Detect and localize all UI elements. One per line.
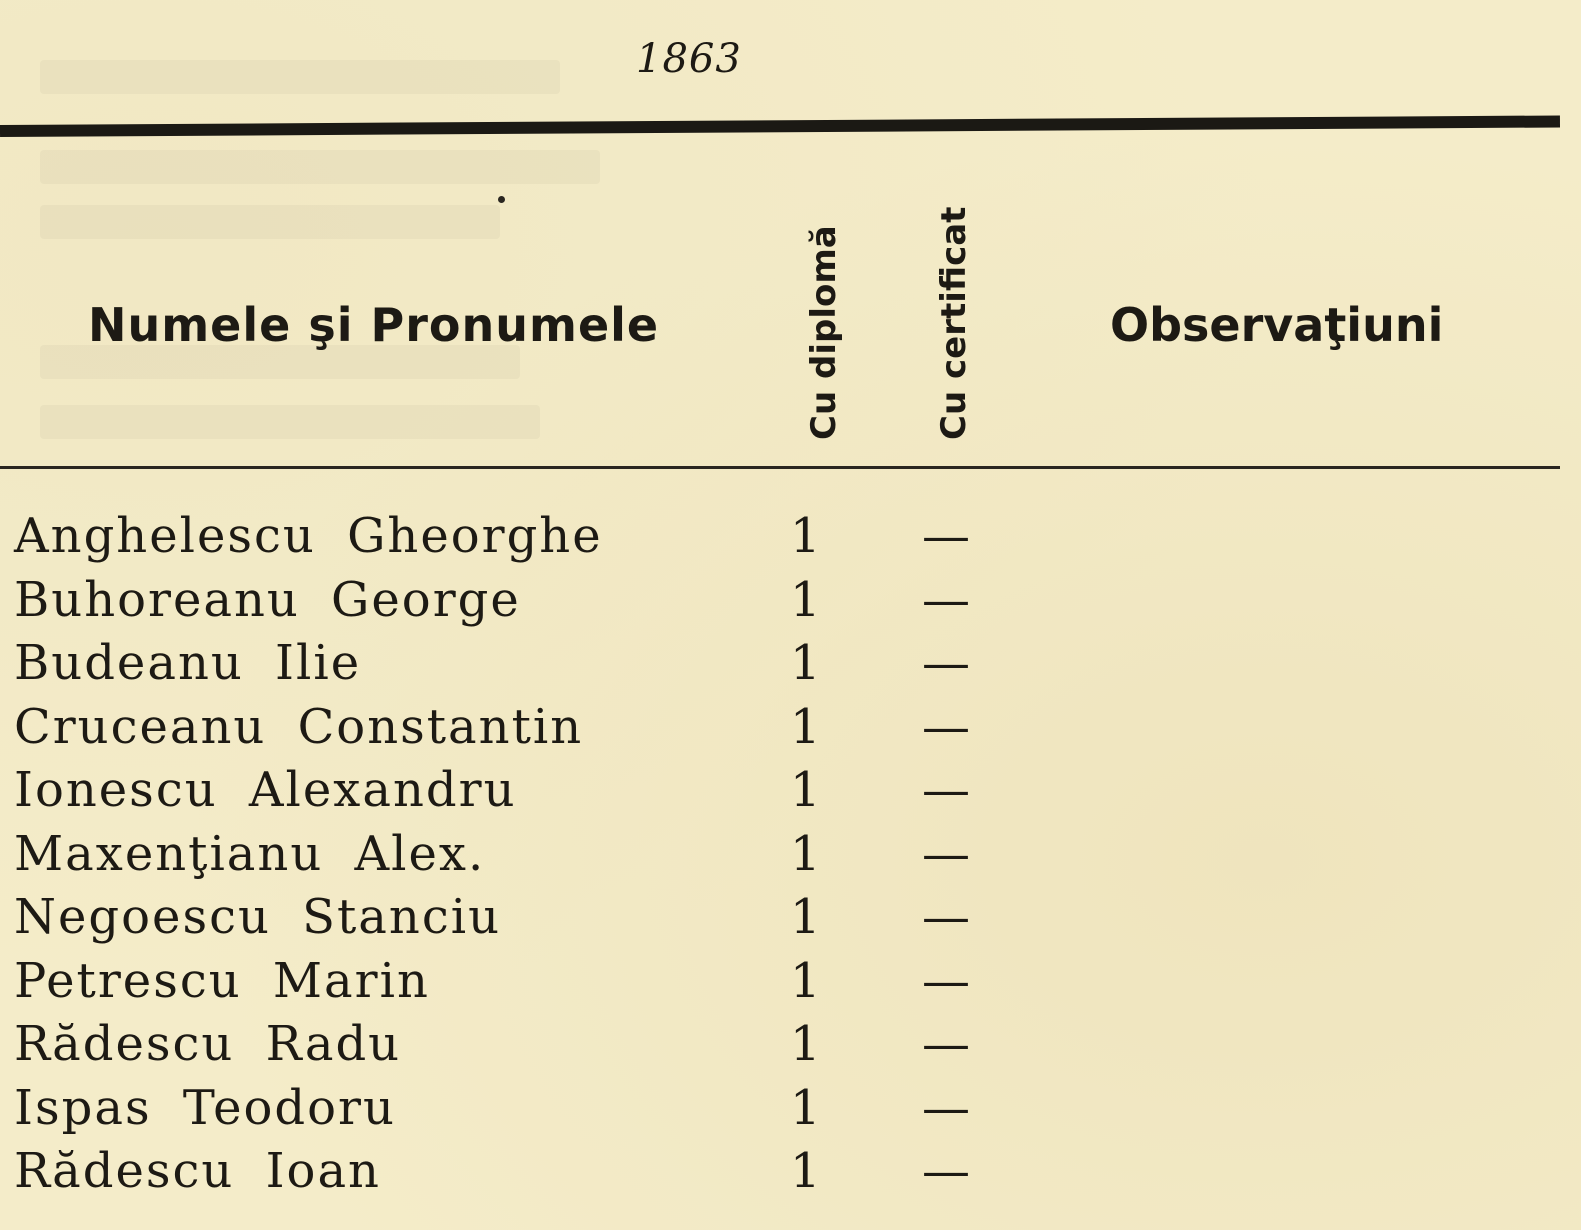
diploma-count: 1 xyxy=(790,1079,821,1136)
student-name: Maxenţianu Alex. xyxy=(14,825,486,882)
student-name: Buhoreanu George xyxy=(14,571,521,628)
table-row xyxy=(0,699,1560,763)
table-row xyxy=(0,826,1560,890)
header-certificate-column: Cu certificat xyxy=(934,206,974,440)
student-name: Rădescu Radu xyxy=(14,1016,402,1072)
student-name: Ispas Teodoru xyxy=(14,1079,396,1136)
table-row xyxy=(0,572,1560,636)
table-row xyxy=(0,953,1560,1017)
ink-speck xyxy=(498,196,505,203)
student-name: Cruceanu Constantin xyxy=(14,698,584,755)
table-row xyxy=(0,1143,1560,1207)
student-name: Rădescu Ioan xyxy=(14,1143,381,1199)
diploma-count: 1 xyxy=(790,825,821,882)
table-row xyxy=(0,1016,1560,1080)
page-year-heading: 1863 xyxy=(636,36,742,82)
diploma-count: 1 xyxy=(790,889,821,945)
certificate-dash: — xyxy=(922,1143,970,1199)
certificate-dash: — xyxy=(922,698,970,755)
diploma-count: 1 xyxy=(790,1143,821,1199)
student-name: Ionescu Alexandru xyxy=(14,762,517,818)
table-body xyxy=(0,508,1560,1207)
certificate-dash: — xyxy=(922,571,970,628)
certificate-dash: — xyxy=(922,952,970,1009)
certificate-dash: — xyxy=(922,1079,970,1136)
bleed-through-mark xyxy=(40,205,500,239)
header-name-column: Numele şi Pronumele xyxy=(88,298,660,352)
student-name: Budeanu Ilie xyxy=(14,635,362,691)
header-diploma-column: Cu diplomă xyxy=(804,225,844,440)
diploma-count: 1 xyxy=(790,635,821,691)
bleed-through-mark xyxy=(40,405,540,439)
table-row xyxy=(0,1080,1560,1144)
certificate-dash: — xyxy=(922,889,970,945)
student-name: Anghelescu Gheorghe xyxy=(14,508,603,564)
header-observations-column: Observaţiuni xyxy=(1110,298,1444,352)
bleed-through-mark xyxy=(40,60,560,94)
certificate-dash: — xyxy=(922,825,970,882)
diploma-count: 1 xyxy=(790,698,821,755)
header-rule xyxy=(0,466,1560,469)
table-row xyxy=(0,508,1560,572)
table-row xyxy=(0,889,1560,953)
diploma-count: 1 xyxy=(790,571,821,628)
diploma-count: 1 xyxy=(790,762,821,818)
certificate-dash: — xyxy=(922,1016,970,1072)
diploma-count: 1 xyxy=(790,952,821,1009)
student-name: Negoescu Stanciu xyxy=(14,889,501,945)
diploma-count: 1 xyxy=(790,1016,821,1072)
table-row xyxy=(0,762,1560,826)
student-name: Petrescu Marin xyxy=(14,952,430,1009)
diploma-count: 1 xyxy=(790,508,821,564)
top-rule xyxy=(0,115,1560,137)
table-row xyxy=(0,635,1560,699)
bleed-through-mark xyxy=(40,150,600,184)
certificate-dash: — xyxy=(922,762,970,818)
certificate-dash: — xyxy=(922,635,970,691)
certificate-dash: — xyxy=(922,508,970,564)
